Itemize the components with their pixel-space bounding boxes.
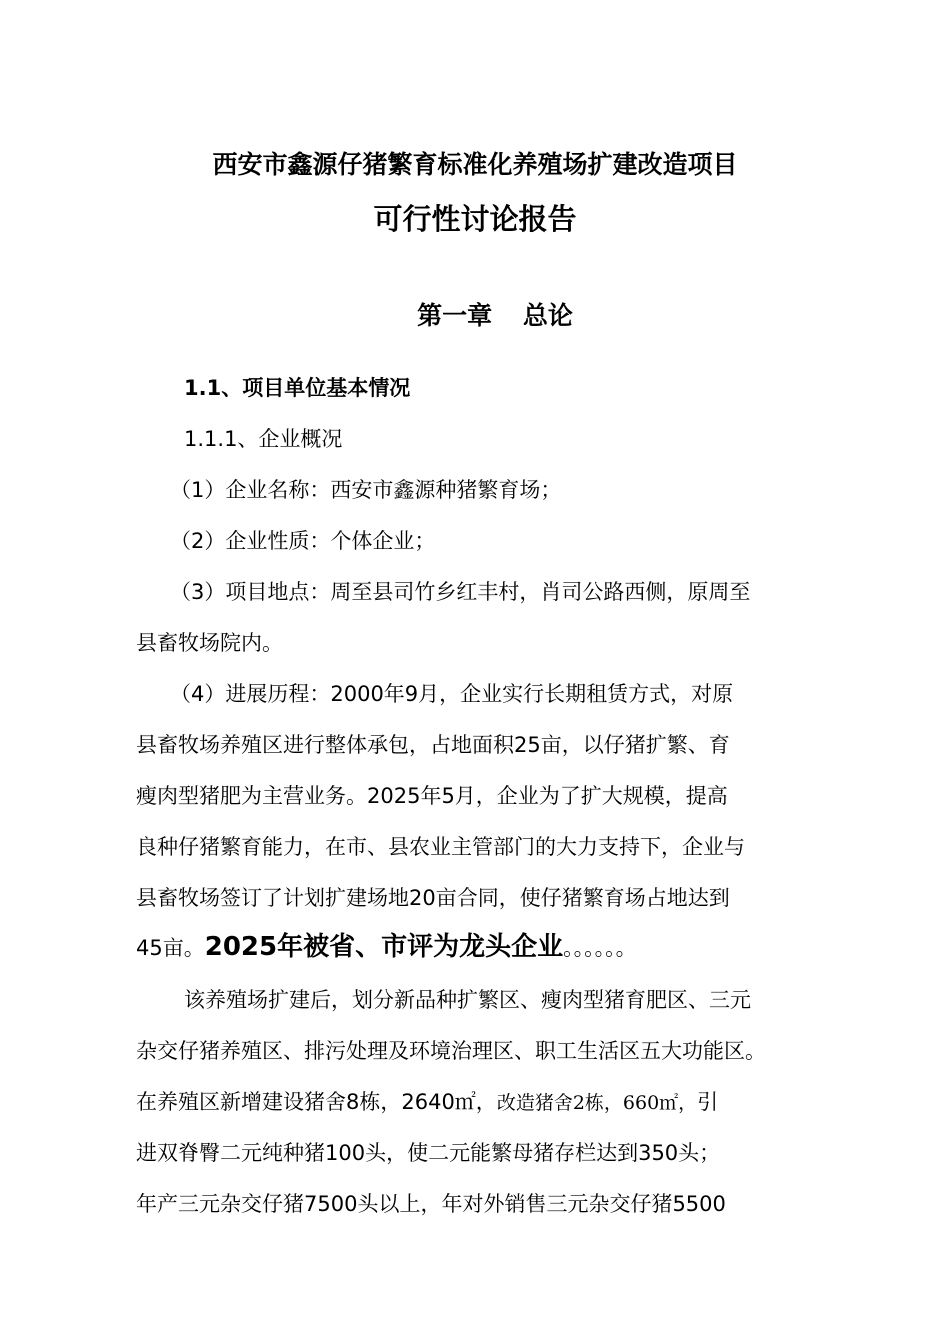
expansion-paragraph-line: 进双脊臀二元纯种猪100头，使二元能繁母猪存栏达到350头； <box>136 1141 721 1165</box>
expansion-paragraph-line: 杂交仔猪养殖区、排污处理及环境治理区、职工生活区五大功能区。 <box>136 1039 766 1063</box>
award-emphasis: 2025年被省、市评为龙头企业 <box>204 932 564 962</box>
history-line: （4）进展历程：2000年9月，企业实行长期租赁方式，对原 <box>170 682 734 706</box>
project-location-continued: 县畜牧场院内。 <box>136 631 283 655</box>
history-line: 县畜牧场签订了计划扩建场地20亩合同，使仔猪繁育场占地达到 <box>136 886 730 910</box>
expansion-paragraph-line: 该养殖场扩建后，划分新品种扩繁区、瘦肉型猪育肥区、三元 <box>184 988 751 1012</box>
import-text: 引 <box>697 1090 719 1114</box>
document-title: 西安市鑫源仔猪繁育标准化养殖场扩建改造项目 <box>212 150 738 179</box>
history-line: 瘦肉型猪肥为主营业务。2025年5月，企业为了扩大规模，提高 <box>136 784 728 808</box>
expansion-paragraph-line <box>136 1087 718 1118</box>
section-heading: 1.1、项目单位基本情况 <box>184 376 411 400</box>
new-housing-text: 在养殖区新增建设猪舍8栋，2640㎡， <box>136 1090 497 1114</box>
history-line: 良种仔猪繁育能力，在市、县农业主管部门的大力支持下，企业与 <box>136 835 745 859</box>
history-text: 45亩。 <box>136 936 205 960</box>
history-line <box>136 932 637 963</box>
company-type-item: （2）企业性质：个体企业； <box>170 529 436 553</box>
ellipsis-text: 。。。。。。 <box>563 936 637 960</box>
company-name-item: （1）企业名称：西安市鑫源种猪繁育场； <box>170 478 562 502</box>
chapter-heading: 第一章 总论 <box>417 301 573 330</box>
subsection-heading: 1.1.1、企业概况 <box>184 427 343 451</box>
history-line: 县畜牧场养殖区进行整体承包，占地面积25亩，以仔猪扩繁、育 <box>136 733 730 757</box>
expansion-paragraph-line: 年产三元杂交仔猪7500头以上，年对外销售三元杂交仔猪5500 <box>136 1192 726 1216</box>
document-subtitle: 可行性讨论报告 <box>373 202 577 236</box>
project-location-item: （3）项目地点：周至县司竹乡红丰村，肖司公路西侧，原周至 <box>170 580 751 604</box>
renovation-text: 改造猪舍2栋，660㎡， <box>496 1092 698 1114</box>
